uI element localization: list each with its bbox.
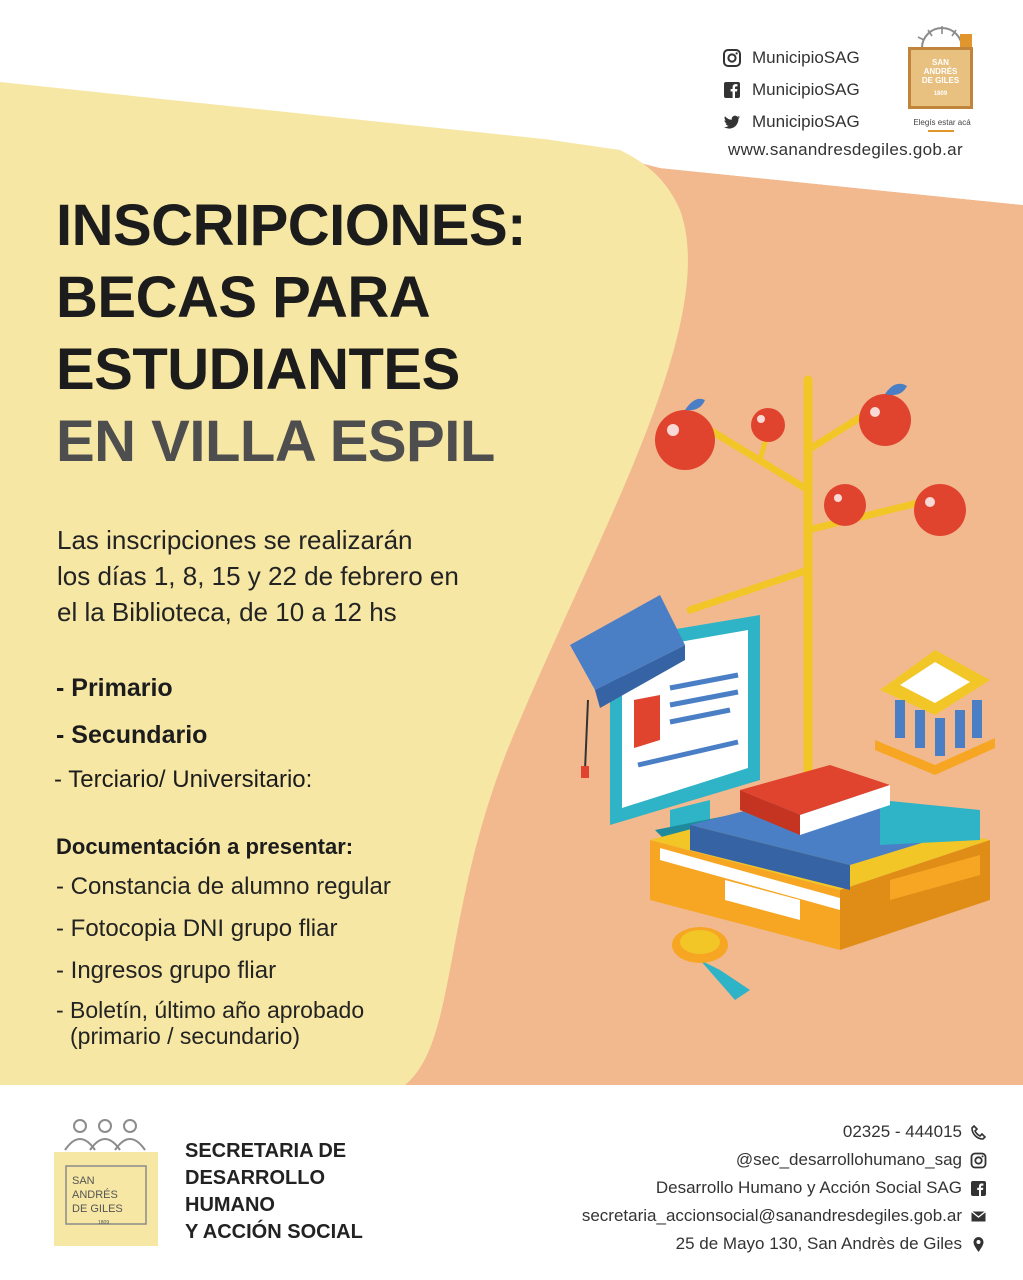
intro-line3: el la Biblioteca, de 10 a 12 hs <box>57 597 397 627</box>
twitter-icon <box>722 112 742 132</box>
apple-icon <box>914 484 966 536</box>
contact-phone[interactable] <box>582 1118 987 1146</box>
contact-address[interactable] <box>582 1230 987 1258</box>
logo-year: 1809 <box>933 91 948 97</box>
footer-logo-line3: DE GILES <box>72 1203 123 1215</box>
instagram-icon <box>970 1152 987 1169</box>
education-illustration <box>560 370 1000 1010</box>
apple-icon <box>751 408 785 442</box>
footer-logo-line1: SAN <box>72 1175 95 1187</box>
headline-line3: ESTUDIANTES <box>56 337 460 402</box>
phone-number: 02325 - 444015 <box>842 1122 962 1141</box>
intro-line1: Las inscripciones se realizarán <box>57 525 413 555</box>
level-secundario: - Secundario <box>56 721 208 749</box>
secretariat-name <box>185 1138 363 1246</box>
headline-line4: EN VILLA ESPIL <box>56 409 495 474</box>
document-item: - Boletín, último año aprobado <box>56 997 365 1023</box>
level-terciario: - Terciario/ Universitario: <box>54 766 313 793</box>
phone-icon <box>970 1124 987 1141</box>
org-line4: Y ACCIÓN SOCIAL <box>185 1221 363 1243</box>
instagram-contact: @sec_desarrollohumano_sag <box>735 1150 962 1169</box>
instagram-handle: MunicipioSAG <box>752 48 860 67</box>
facebook-handle: MunicipioSAG <box>752 80 860 99</box>
logo-line2: ANDRÉS <box>923 67 958 76</box>
apple-icon <box>824 484 866 526</box>
twitter-handle: MunicipioSAG <box>752 112 860 131</box>
email-address: secretaria_accionsocial@sanandresdegiles.gob.ar <box>581 1206 962 1225</box>
facebook-contact: Desarrollo Humano y Acción Social SAG <box>655 1178 962 1197</box>
logo-line1: SAN <box>932 58 949 67</box>
level-primario: - Primario <box>56 674 173 702</box>
apple-icon <box>859 384 911 446</box>
location-pin-icon <box>970 1236 987 1253</box>
facebook-icon <box>722 80 742 100</box>
intro-line2: los días 1, 8, 15 y 22 de febrero en <box>57 561 459 591</box>
contact-instagram[interactable] <box>582 1146 987 1174</box>
org-line3: HUMANO <box>185 1194 275 1216</box>
document-item-continued: (primario / secundario) <box>70 1023 301 1049</box>
street-address: 25 de Mayo 130, San Andrès de Giles <box>675 1234 962 1253</box>
social-links <box>722 42 892 138</box>
museum-icon <box>875 650 995 775</box>
municipality-logo <box>900 22 980 134</box>
facebook-icon <box>970 1180 987 1197</box>
logo-line3: DE GILES <box>921 76 960 85</box>
footer-logo-line2: ANDRÉS <box>72 1189 118 1201</box>
tagline-underline <box>928 130 954 132</box>
medal-icon <box>672 927 750 1000</box>
headline-line1: INSCRIPCIONES: <box>56 193 526 258</box>
contact-facebook[interactable] <box>582 1174 987 1202</box>
social-twitter[interactable] <box>722 106 892 138</box>
email-icon <box>970 1208 987 1225</box>
social-instagram[interactable] <box>722 42 892 74</box>
document-item: - Constancia de alumno regular <box>56 873 391 900</box>
org-line1: SECRETARIA DE <box>185 1140 347 1162</box>
footer-logo-year: 1809 <box>98 1220 110 1226</box>
logo-tagline: Elegís estar acá <box>913 118 971 127</box>
intro-text <box>57 522 459 630</box>
contact-list <box>582 1118 987 1258</box>
document-item: - Ingresos grupo fliar <box>56 957 277 984</box>
headline-line2: BECAS PARA <box>56 265 431 330</box>
document-item: - Fotocopia DNI grupo fliar <box>56 915 338 942</box>
instagram-icon <box>722 48 742 68</box>
contact-email[interactable] <box>582 1202 987 1230</box>
social-facebook[interactable] <box>722 74 892 106</box>
apple-icon <box>655 399 715 470</box>
headline <box>56 190 526 478</box>
org-line2: DESARROLLO <box>185 1167 325 1189</box>
secretariat-logo <box>50 1118 160 1248</box>
website-link[interactable]: www.sanandresdegiles.gob.ar <box>728 140 963 159</box>
documents-title: Documentación a presentar: <box>56 834 354 859</box>
